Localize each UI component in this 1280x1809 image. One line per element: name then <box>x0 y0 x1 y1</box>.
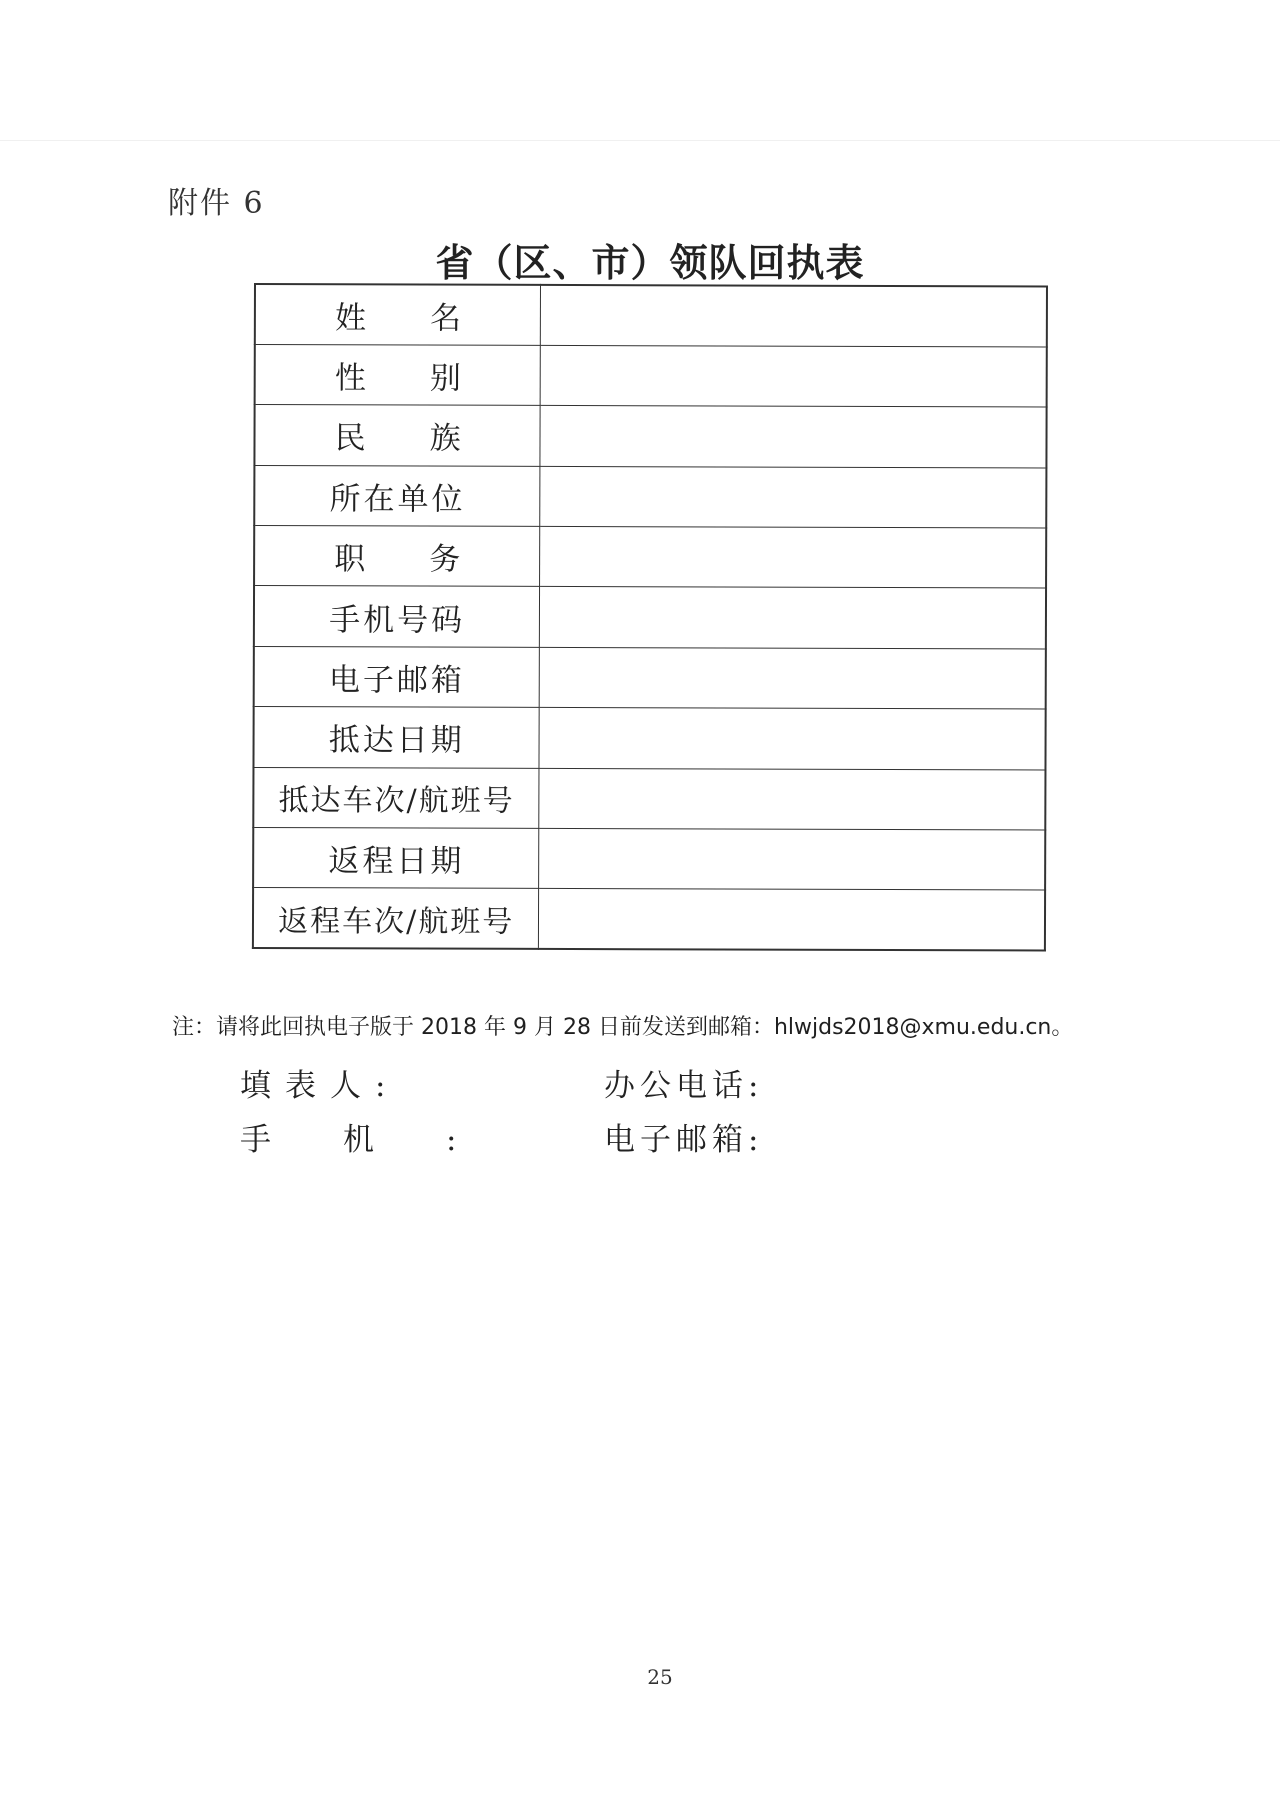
row-value-email[interactable] <box>540 647 1046 709</box>
row-label-name: 姓名 <box>255 284 541 345</box>
row-value-ethnicity[interactable] <box>540 406 1046 468</box>
form-row-organization <box>254 465 1046 528</box>
submission-note: 注：请将此回执电子版于 2018 年 9 月 28 日前发送到邮箱：hlwjds2018@xmu.edu.cn。 <box>172 1015 1074 1040</box>
form-row-arrival-date <box>253 707 1045 770</box>
page-top-edge <box>0 140 1280 141</box>
mobile-label-text: 手机 <box>240 1122 446 1158</box>
row-label-return-date: 返程日期 <box>253 828 539 889</box>
row-label-ethnicity: 民族 <box>254 405 540 466</box>
row-label-position: 职务 <box>254 526 540 587</box>
row-label-organization: 所在单位 <box>254 465 540 526</box>
form-row-name <box>255 284 1047 347</box>
filler-label: 填表人: <box>240 1068 400 1104</box>
document-title: 省（区、市）领队回执表 <box>435 240 865 285</box>
row-value-name[interactable] <box>541 285 1047 347</box>
row-value-position[interactable] <box>540 526 1046 588</box>
form-row-mobile <box>254 586 1046 649</box>
email-label: 电子邮箱: <box>604 1122 764 1158</box>
form-row-return-date <box>253 828 1045 891</box>
form-row-return-flight <box>253 888 1045 951</box>
row-value-arrival-flight[interactable] <box>539 768 1045 830</box>
form-row-email <box>254 646 1046 709</box>
receipt-form-table <box>252 283 1048 952</box>
row-label-email: 电子邮箱 <box>254 646 540 707</box>
row-label-gender: 性别 <box>255 344 541 405</box>
row-value-arrival-date[interactable] <box>539 708 1045 770</box>
row-value-return-date[interactable] <box>539 828 1045 890</box>
row-value-gender[interactable] <box>540 345 1046 407</box>
mobile-label-colon: : <box>446 1122 457 1158</box>
row-label-arrival-date: 抵达日期 <box>253 707 539 768</box>
row-label-return-flight: 返程车次/航班号 <box>253 888 539 949</box>
form-row-gender <box>255 344 1047 407</box>
row-value-return-flight[interactable] <box>539 889 1045 951</box>
form-row-arrival-flight <box>253 767 1045 830</box>
row-label-arrival-flight: 抵达车次/航班号 <box>253 767 539 828</box>
attachment-label: 附件 6 <box>168 186 265 221</box>
page-number: 25 <box>647 1665 673 1689</box>
row-label-mobile: 手机号码 <box>254 586 540 647</box>
mobile-label <box>240 1114 456 1159</box>
row-value-mobile[interactable] <box>540 587 1046 649</box>
row-value-organization[interactable] <box>540 466 1046 528</box>
form-row-position <box>254 526 1046 589</box>
form-row-ethnicity <box>254 405 1046 468</box>
office-phone-label: 办公电话: <box>604 1068 764 1104</box>
